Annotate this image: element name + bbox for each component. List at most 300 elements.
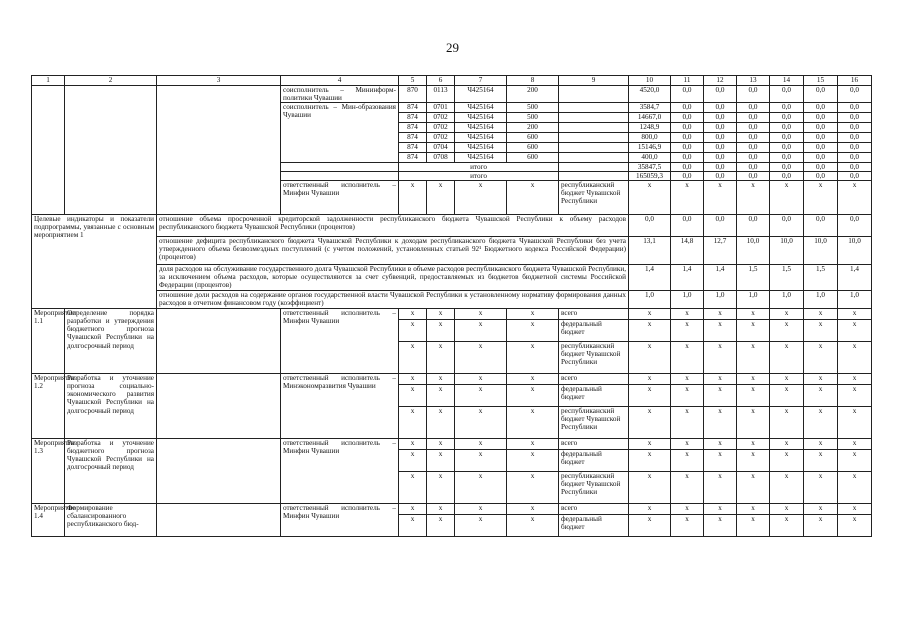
x-mark: x	[427, 515, 455, 537]
value-cell: 1,4	[704, 265, 737, 291]
value-cell: 0,0	[704, 103, 737, 113]
source-cell: всего	[559, 439, 629, 450]
value-cell: 14,8	[671, 237, 704, 265]
value-cell: 0,0	[704, 143, 737, 153]
value-cell: 10,0	[804, 237, 838, 265]
value-cell: 0,0	[737, 123, 770, 133]
code-cell: 600	[507, 143, 559, 153]
x-mark: x	[838, 504, 872, 515]
x-mark: x	[804, 504, 838, 515]
code-cell: 0704	[427, 143, 455, 153]
x-mark: x	[629, 407, 671, 439]
x-mark: x	[737, 385, 770, 407]
value-cell: 0,0	[804, 123, 838, 133]
itogo-label: итого	[399, 172, 559, 181]
x-mark: x	[770, 181, 804, 215]
x-mark: x	[704, 309, 737, 320]
value-cell: 0,0	[737, 163, 770, 172]
x-mark: x	[838, 374, 872, 385]
x-mark: x	[671, 504, 704, 515]
code-cell	[559, 103, 629, 113]
code-cell	[559, 123, 629, 133]
x-mark: x	[770, 385, 804, 407]
value-cell: 0,0	[737, 103, 770, 113]
x-mark: x	[704, 515, 737, 537]
blank-cell	[157, 309, 281, 374]
x-mark: x	[737, 450, 770, 472]
x-mark: x	[704, 472, 737, 504]
value-cell: 0,0	[770, 133, 804, 143]
indicator-text: доля расходов на обслуживание государственного долга Чувашской Республики в объеме расходов республиканского бюджета Чувашской Республики, за исключением объема расходов, которые осуществляются за счет субвенций, предоставляемых из бюджетов бюджетной системы Российской Федерации (процентов)	[157, 265, 629, 291]
x-mark: x	[399, 407, 427, 439]
value-cell: 0,0	[671, 172, 704, 181]
x-mark: x	[507, 342, 559, 374]
x-mark: x	[838, 309, 872, 320]
value-cell: 1,0	[804, 291, 838, 309]
source-cell: федеральный бюджет	[559, 515, 629, 537]
source-cell: всего	[559, 374, 629, 385]
code-cell: 200	[507, 86, 559, 103]
x-mark: x	[629, 320, 671, 342]
x-mark: x	[770, 320, 804, 342]
code-cell	[559, 86, 629, 103]
blank-cell	[157, 86, 281, 215]
value-cell: 0,0	[770, 215, 804, 237]
x-mark: x	[704, 320, 737, 342]
value-cell: 0,0	[770, 113, 804, 123]
x-mark: x	[507, 439, 559, 450]
column-number: 5	[399, 76, 427, 86]
value-cell: 12,7	[704, 237, 737, 265]
x-mark: x	[427, 374, 455, 385]
itogo-label: итого	[399, 163, 559, 172]
x-mark: x	[427, 472, 455, 504]
source-cell: федеральный бюджет	[559, 320, 629, 342]
code-cell: 0702	[427, 133, 455, 143]
value-cell: 0,0	[770, 153, 804, 163]
indicator-text: отношение доли расходов на содержание органов государственной власти Чувашской Республики к установленному нормативу формирования данных расходов в отчетном финансовом году (коэффициент)	[157, 291, 629, 309]
code-cell: 500	[507, 113, 559, 123]
value-cell: 0,0	[838, 133, 872, 143]
event-number: Мероприятие 1.2	[32, 374, 65, 439]
blank-cell	[559, 163, 629, 172]
x-mark: x	[737, 515, 770, 537]
x-mark: x	[804, 309, 838, 320]
indicator-row	[32, 265, 872, 291]
event-row	[32, 309, 872, 320]
value-cell: 0,0	[671, 123, 704, 133]
x-mark: x	[399, 309, 427, 320]
code-cell: Ч425164	[455, 143, 507, 153]
x-mark: x	[427, 309, 455, 320]
value-cell: 1,4	[671, 265, 704, 291]
code-cell: Ч425164	[455, 86, 507, 103]
value-cell: 0,0	[671, 113, 704, 123]
event-number: Мероприятие 1.4	[32, 504, 65, 537]
x-mark: x	[427, 181, 455, 215]
value-cell: 10,0	[770, 237, 804, 265]
value-cell: 13,1	[629, 237, 671, 265]
x-mark: x	[629, 439, 671, 450]
x-mark: x	[507, 407, 559, 439]
value-cell: 0,0	[804, 163, 838, 172]
column-number: 12	[704, 76, 737, 86]
x-mark: x	[629, 181, 671, 215]
executor-cell: ответственный исполнитель – Минфин Чувашии	[281, 439, 399, 504]
x-mark: x	[455, 342, 507, 374]
x-mark: x	[804, 407, 838, 439]
x-mark: x	[455, 515, 507, 537]
x-mark: x	[671, 342, 704, 374]
x-mark: x	[770, 309, 804, 320]
value-cell: 0,0	[737, 113, 770, 123]
code-cell: 0702	[427, 113, 455, 123]
value-cell: 0,0	[704, 86, 737, 103]
x-mark: x	[507, 450, 559, 472]
blank-cell	[32, 86, 65, 215]
x-mark: x	[455, 407, 507, 439]
value-cell: 1,4	[629, 265, 671, 291]
x-mark: x	[704, 407, 737, 439]
x-mark: x	[737, 181, 770, 215]
x-mark: x	[629, 515, 671, 537]
x-mark: x	[737, 342, 770, 374]
x-mark: x	[629, 504, 671, 515]
value-cell: 0,0	[704, 113, 737, 123]
x-mark: x	[770, 472, 804, 504]
value-cell: 0,0	[770, 143, 804, 153]
x-mark: x	[455, 472, 507, 504]
x-mark: x	[770, 515, 804, 537]
code-cell: 500	[507, 103, 559, 113]
value-cell: 15146,9	[629, 143, 671, 153]
value-cell: 0,0	[671, 163, 704, 172]
column-number: 3	[157, 76, 281, 86]
x-mark: x	[455, 439, 507, 450]
x-mark: x	[399, 181, 427, 215]
x-mark: x	[770, 504, 804, 515]
column-number: 14	[770, 76, 804, 86]
source-cell: республиканский бюджет Чувашской Республики	[559, 407, 629, 439]
value-cell: 0,0	[804, 113, 838, 123]
x-mark: x	[838, 320, 872, 342]
x-mark: x	[770, 374, 804, 385]
value-cell: 0,0	[737, 215, 770, 237]
code-cell: Ч425164	[455, 113, 507, 123]
x-mark: x	[427, 439, 455, 450]
column-number: 13	[737, 76, 770, 86]
code-cell: 874	[399, 133, 427, 143]
indicators-label: Целевые индикаторы и показатели подпрограммы, увязанные с основным мероприятием 1	[32, 215, 157, 309]
event-number: Мероприятие 1.1	[32, 309, 65, 374]
value-cell: 0,0	[704, 163, 737, 172]
x-mark: x	[704, 181, 737, 215]
code-cell: 870	[399, 86, 427, 103]
code-cell: Ч425164	[455, 133, 507, 143]
x-mark: x	[770, 342, 804, 374]
executor-cell: ответственный исполнитель – Минфин Чувашии	[281, 309, 399, 374]
x-mark: x	[629, 309, 671, 320]
code-cell: 0702	[427, 123, 455, 133]
x-mark: x	[704, 385, 737, 407]
value-cell: 1,0	[704, 291, 737, 309]
value-cell: 0,0	[629, 215, 671, 237]
indicator-row	[32, 215, 872, 237]
x-mark: x	[838, 181, 872, 215]
blank-cell	[281, 172, 399, 181]
blank-cell	[65, 86, 157, 215]
blank-cell	[559, 172, 629, 181]
value-cell: 0,0	[704, 172, 737, 181]
value-cell: 0,0	[804, 133, 838, 143]
x-mark: x	[704, 450, 737, 472]
x-mark: x	[671, 450, 704, 472]
value-cell: 165059,3	[629, 172, 671, 181]
column-number: 9	[559, 76, 629, 86]
value-cell: 0,0	[804, 172, 838, 181]
value-cell: 0,0	[838, 143, 872, 153]
x-mark: x	[804, 181, 838, 215]
x-mark: x	[770, 407, 804, 439]
column-number: 10	[629, 76, 671, 86]
value-cell: 800,0	[629, 133, 671, 143]
code-cell: 874	[399, 123, 427, 133]
code-cell: 874	[399, 143, 427, 153]
x-mark: x	[804, 515, 838, 537]
value-cell: 0,0	[804, 86, 838, 103]
x-mark: x	[399, 439, 427, 450]
value-cell: 0,0	[671, 86, 704, 103]
value-cell: 0,0	[704, 133, 737, 143]
value-cell: 0,0	[737, 86, 770, 103]
value-cell: 0,0	[737, 133, 770, 143]
value-cell: 0,0	[838, 215, 872, 237]
value-cell: 0,0	[804, 103, 838, 113]
finance-row	[32, 86, 872, 103]
value-cell: 0,0	[737, 172, 770, 181]
value-cell: 0,0	[671, 153, 704, 163]
value-cell: 0,0	[671, 133, 704, 143]
column-number: 4	[281, 76, 399, 86]
value-cell: 0,0	[704, 153, 737, 163]
value-cell: 3584,7	[629, 103, 671, 113]
x-mark: x	[507, 320, 559, 342]
code-cell: 200	[507, 123, 559, 133]
x-mark: x	[507, 309, 559, 320]
source-cell: республиканский бюджет Чувашской Республики	[559, 342, 629, 374]
code-cell: Ч425164	[455, 123, 507, 133]
x-mark: x	[629, 342, 671, 374]
value-cell: 1,0	[629, 291, 671, 309]
value-cell: 0,0	[770, 172, 804, 181]
event-name: Формирование сбалансированного республиканского бюд-	[65, 504, 157, 537]
column-number: 2	[65, 76, 157, 86]
x-mark: x	[671, 439, 704, 450]
code-cell: 874	[399, 103, 427, 113]
x-mark: x	[399, 385, 427, 407]
event-name: Разработка и уточнение бюджетного прогноза Чувашской Республики на долгосрочный период	[65, 439, 157, 504]
code-cell: 0708	[427, 153, 455, 163]
x-mark: x	[838, 385, 872, 407]
x-mark: x	[455, 320, 507, 342]
executor-cell: соисполнитель – Мининформ-политики Чувашии	[281, 86, 399, 103]
code-cell: 600	[507, 153, 559, 163]
column-number: 8	[507, 76, 559, 86]
x-mark: x	[507, 374, 559, 385]
value-cell: 1,5	[737, 265, 770, 291]
x-mark: x	[399, 450, 427, 472]
event-row	[32, 374, 872, 385]
x-mark: x	[838, 342, 872, 374]
value-cell: 14667,0	[629, 113, 671, 123]
source-cell: федеральный бюджет	[559, 450, 629, 472]
x-mark: x	[838, 439, 872, 450]
x-mark: x	[671, 407, 704, 439]
code-cell: 874	[399, 113, 427, 123]
x-mark: x	[427, 504, 455, 515]
x-mark: x	[804, 385, 838, 407]
source-cell: федеральный бюджет	[559, 385, 629, 407]
x-mark: x	[804, 374, 838, 385]
indicator-row	[32, 237, 872, 265]
x-mark: x	[704, 374, 737, 385]
x-mark: x	[671, 385, 704, 407]
value-cell: 10,0	[838, 237, 872, 265]
budget-table	[31, 75, 871, 537]
value-cell: 0,0	[838, 113, 872, 123]
x-mark: x	[507, 472, 559, 504]
x-mark: x	[704, 342, 737, 374]
code-cell: Ч425164	[455, 153, 507, 163]
x-mark: x	[704, 504, 737, 515]
indicator-text: отношение объема просроченной кредиторской задолженности республиканского бюджета Чувашской Республики к объему расходов республиканского бюджета Чувашской Республики (процентов)	[157, 215, 629, 237]
value-cell: 0,0	[671, 103, 704, 113]
code-cell: 0701	[427, 103, 455, 113]
code-cell	[559, 133, 629, 143]
x-mark: x	[507, 515, 559, 537]
x-mark: x	[629, 472, 671, 504]
x-mark: x	[737, 504, 770, 515]
source-cell: республиканский бюджет Чувашской Республики	[559, 181, 629, 215]
event-number: Мероприятие 1.3	[32, 439, 65, 504]
value-cell: 0,0	[804, 215, 838, 237]
x-mark: x	[455, 450, 507, 472]
x-mark: x	[455, 181, 507, 215]
x-mark: x	[671, 472, 704, 504]
column-number: 1	[32, 76, 65, 86]
value-cell: 0,0	[838, 153, 872, 163]
source-cell: республиканский бюджет Чувашской Республики	[559, 472, 629, 504]
x-mark: x	[629, 450, 671, 472]
x-mark: x	[427, 450, 455, 472]
event-name: Определение порядка разработки и утверждения бюджетного прогноза Чувашской Республики на долгосрочный период	[65, 309, 157, 374]
x-mark: x	[455, 385, 507, 407]
x-mark: x	[737, 472, 770, 504]
blank-cell	[157, 374, 281, 439]
x-mark: x	[737, 407, 770, 439]
x-mark: x	[804, 342, 838, 374]
x-mark: x	[427, 385, 455, 407]
code-cell	[559, 143, 629, 153]
page-number: 29	[446, 40, 459, 55]
x-mark: x	[737, 309, 770, 320]
value-cell: 0,0	[838, 172, 872, 181]
value-cell: 1,0	[671, 291, 704, 309]
value-cell: 4520,0	[629, 86, 671, 103]
x-mark: x	[399, 320, 427, 342]
value-cell: 0,0	[704, 123, 737, 133]
executor-cell: ответственный исполнитель – Минфин Чувашии	[281, 181, 399, 215]
column-number: 7	[455, 76, 507, 86]
event-row	[32, 504, 872, 515]
source-cell: всего	[559, 504, 629, 515]
value-cell: 0,0	[671, 143, 704, 153]
x-mark: x	[671, 374, 704, 385]
event-row	[32, 439, 872, 450]
value-cell: 1248,9	[629, 123, 671, 133]
value-cell: 0,0	[737, 143, 770, 153]
x-mark: x	[507, 385, 559, 407]
column-number: 15	[804, 76, 838, 86]
code-cell: 0113	[427, 86, 455, 103]
x-mark: x	[737, 320, 770, 342]
value-cell: 1,5	[804, 265, 838, 291]
x-mark: x	[737, 374, 770, 385]
value-cell: 0,0	[770, 123, 804, 133]
source-cell: всего	[559, 309, 629, 320]
blank-cell	[157, 439, 281, 504]
x-mark: x	[838, 515, 872, 537]
value-cell: 10,0	[737, 237, 770, 265]
x-mark: x	[629, 374, 671, 385]
blank-cell	[157, 504, 281, 537]
x-mark: x	[770, 450, 804, 472]
value-cell: 0,0	[704, 215, 737, 237]
x-mark: x	[804, 320, 838, 342]
x-mark: x	[737, 439, 770, 450]
code-cell: 874	[399, 153, 427, 163]
x-mark: x	[704, 439, 737, 450]
x-mark: x	[671, 309, 704, 320]
x-mark: x	[455, 504, 507, 515]
x-mark: x	[399, 515, 427, 537]
code-cell: 600	[507, 133, 559, 143]
value-cell: 0,0	[770, 163, 804, 172]
x-mark: x	[770, 439, 804, 450]
value-cell: 1,0	[838, 291, 872, 309]
value-cell: 1,0	[737, 291, 770, 309]
value-cell: 0,0	[838, 163, 872, 172]
value-cell: 0,0	[838, 86, 872, 103]
x-mark: x	[804, 450, 838, 472]
x-mark: x	[399, 374, 427, 385]
x-mark: x	[804, 439, 838, 450]
value-cell: 0,0	[804, 143, 838, 153]
value-cell: 1,4	[838, 265, 872, 291]
indicator-row	[32, 291, 872, 309]
x-mark: x	[455, 309, 507, 320]
x-mark: x	[427, 320, 455, 342]
value-cell: 0,0	[804, 153, 838, 163]
header-row	[32, 76, 872, 86]
code-cell	[559, 113, 629, 123]
indicator-text: отношение дефицита республиканского бюджета Чувашской Республики к доходам республиканского бюджета Чувашской Республики без учета утвержденного объема безвозмездных поступлений (с учетом положений, установленных статьей 92¹ Бюджетного кодекса Российской Федерации) (процентов)	[157, 237, 629, 265]
value-cell: 0,0	[838, 103, 872, 113]
x-mark: x	[629, 385, 671, 407]
value-cell: 0,0	[671, 215, 704, 237]
executor-cell: ответственный исполнитель – Минэкономразвития Чувашии	[281, 374, 399, 439]
x-mark: x	[427, 407, 455, 439]
